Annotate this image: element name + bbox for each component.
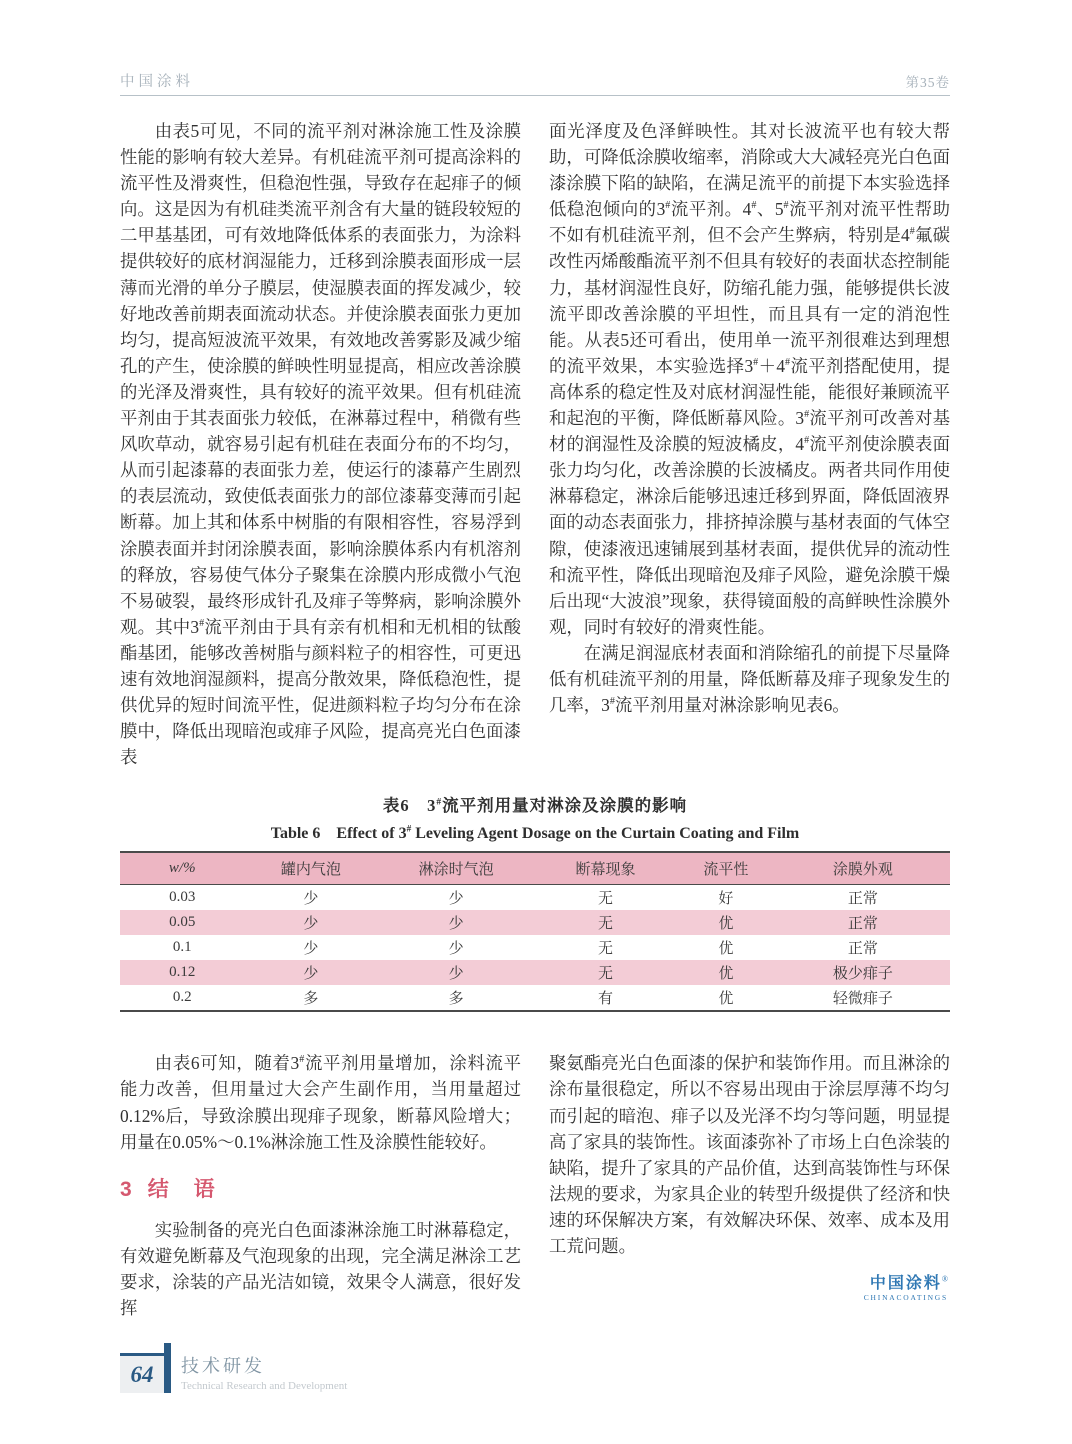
volume-label: 第35卷 [905,75,950,90]
table-cell: 正常 [847,916,878,933]
page-number: 64 [130,1361,154,1387]
table-cell: 优 [718,966,734,983]
footer-section-en: Technical Research and Development [181,1380,348,1392]
table-row [120,960,950,985]
table-cell: 少 [448,891,464,908]
table-cell: 0.2 [172,989,192,1006]
table-title-en: Table 6 Effect of 3# Leveling Agent Dosage on the Curtain Coating and Film [270,825,800,843]
table-cell: 优 [718,916,734,933]
table-header-cell: w/% [120,852,245,885]
right-column-bottom [549,1050,950,1321]
table-cell: 少 [448,941,464,958]
table-header [120,852,950,885]
right-column [549,118,950,770]
table-cell: 少 [303,966,319,983]
page-footer [120,1352,347,1393]
table-cell: 正常 [847,891,878,908]
paragraph: 聚氨酯亮光白色面漆的保护和装饰作用。而且淋涂的涂布量很稳定，所以不容易出现由于涂层厚薄不均匀而引起的暗泡、痱子以及光泽不均匀等问题，明显提高了家具的装饰性。该面漆弥补了市场上白色涂装的缺陷，提升了家具的产品价值，达到高装饰性与环保法规的要求，为家具企业的转型升级提供了经济和快速的环保解决方案，有效解决环保、效率、成本及用工荒问题。 [549,1053,950,1256]
table-cell: 好 [718,891,734,908]
paragraph: 在满足润湿底材表面和消除缩孔的前提下尽量降低有机硅流平剂的用量，降低断幕及痱子现象发生的几率，3#流平剂用量对淋涂影响见表6。 [549,642,950,716]
table-cell: 无 [598,966,614,983]
table-cell: 无 [598,941,614,958]
table-header-cell: 流平性 [676,852,776,885]
table-cell: 极少痱子 [832,966,893,983]
table-cell: 无 [598,891,614,908]
table-cell: 少 [303,941,319,958]
table-header-cell: 断幕现象 [535,852,676,885]
paragraph: 面光泽度及色泽鲜映性。其对长波流平也有较大帮助，可降低涂膜收缩率，消除或大大减轻亮光白色面漆涂膜下陷的缺陷，在满足流平的前提下本实验选择低稳泡倾向的3#流平剂。4#、5#流平剂对流平性帮助不如有机硅流平剂，但不会产生弊病，特别是4#氟碳改性丙烯酸酯流平剂不但具有较好的表面状态控制能力，基材润湿性良好，防缩孔能力强，能够提供长波流平即改善涂膜的平坦性，而且具有一定的消泡性能。从表5还可看出，使用单一流平剂很难达到理想的流平效果，本实验选择3#＋4#流平剂搭配使用，提高体系的稳定性及对底材润湿性能，能很好兼顾流平和起泡的平衡，降低断幕风险。3#流平剂可改善对基材的润湿性及涂膜的短波橘皮，4#流平剂使涂膜表面张力均匀化，改善涂膜的长波橘皮。两者共同作用使淋幕稳定，淋涂后能够迅速迁移到界面，降低固液界面的动态表面张力，排挤掉涂膜与基材表面的气体空隙，使漆液迅速铺展到基材表面，提供优异的流动性和流平性，降低出现暗泡及痱子风险，避免涂膜干燥后出现“大波浪”现象，获得镜面般的高鲜映性涂膜外观，同时有较好的滑爽性能。 [549,121,950,637]
logo-text-zh: 中国涂料 [869,1275,942,1293]
table-cell: 0.03 [169,889,196,906]
registered-mark-icon: ® [941,1274,948,1284]
footer-section [181,1352,347,1393]
section-heading [120,1173,521,1203]
table-cell: 少 [303,891,319,908]
left-column-bottom [120,1050,521,1321]
table-header-cell: 淋涂时气泡 [377,852,535,885]
section-title: 结 语 [147,1177,217,1201]
table-cell: 0.12 [169,964,196,981]
table-cell: 少 [303,916,319,933]
table-cell: 多 [448,991,464,1008]
left-column [120,118,521,770]
upper-columns [120,118,950,770]
table-cell: 优 [718,941,734,958]
running-head [120,70,950,96]
lower-columns [120,1050,950,1321]
journal-title: 中国涂料 [120,74,194,90]
table-cell: 0.05 [169,914,196,931]
section-number: 3 [120,1177,134,1201]
table6 [120,851,950,1012]
paragraph: 由表6可知，随着3#流平剂用量增加，涂料流平能力改善，但用量过大会产生副作用，当用量超过0.12%后，导致涂膜出现痱子现象，断幕风险增大；用量在0.05%～0.1%淋涂施工性及涂膜性能较好。 [120,1053,521,1152]
table-row [120,985,950,1011]
table-row [120,910,950,935]
table-row [120,935,950,960]
footer-bar-decoration [164,1343,171,1393]
logo-text-en: CHINACOATINGS [863,1292,948,1302]
page-number-box [120,1353,164,1393]
footer-section-zh: 技术研发 [181,1356,265,1376]
table-header-cell: 罐内气泡 [245,852,378,885]
table-cell: 少 [448,966,464,983]
table-cell: 优 [718,991,734,1008]
table-cell: 多 [303,991,319,1008]
page-content [120,118,950,1321]
paragraph: 由表5可见，不同的流平剂对淋涂施工性及涂膜性能的影响有较大差异。有机硅流平剂可提高涂料的流平性及滑爽性，但稳泡性强，导致存在起痱子的倾向。这是因为有机硅类流平剂含有大量的链段较短的二甲基基团，可有效地降低体系的表面张力，为涂料提供较好的底材润湿能力，迁移到涂膜表面形成一层薄而光滑的单分子膜层，使湿膜表面的挥发减少，较好地改善前期表面流动状态。并使涂膜表面张力更加均匀，提高短波流平效果，有效地改善雾影及减少缩孔的产生，使涂膜的鲜映性明显提高，相应改善涂膜的光泽及滑爽性，具有较好的流平效果。但有机硅流平剂由于其表面张力较低，在淋幕过程中，稍微有些风吹草动，就容易引起有机硅在表面分布的不均匀，从而引起漆幕的表面张力差，使运行的漆幕产生剧烈的表层流动，致使低表面张力的部位漆幕变薄而引起断幕。加上其和体系中树脂的有限相容性，容易浮到涂膜表面并封闭涂膜表面，影响涂膜体系内有机溶剂的释放，容易使气体分子聚集在涂膜内形成微小气泡不易破裂，最终形成针孔及痱子等弊病，影响涂膜外观。其中3#流平剂由于具有亲有机相和无机相的钛酸酯基团，能够改善树脂与颜料粒子的相容性，可更迅速有效地润湿颜料，提高分散效果，降低稳泡性，提供优异的短时间流平性，促进颜料粒子均匀分布在涂膜中，降低出现暗泡或痱子风险，提高亮光白色面漆表 [120,121,521,768]
table-cell: 正常 [847,941,878,958]
table-row [120,885,950,911]
table-cell: 有 [598,991,614,1008]
table-body [120,885,950,1012]
table-cell: 无 [598,916,614,933]
table-cell: 少 [448,916,464,933]
table-header-cell: 涂膜外观 [776,852,950,885]
table-cell: 0.1 [172,939,192,956]
table-cell: 轻微痱子 [832,991,893,1008]
table-title-zh: 表6 3#流平剂用量对淋涂及涂膜的影响 [382,796,688,816]
china-coatings-logo [549,1275,950,1302]
paragraph: 实验制备的亮光白色面漆淋涂施工时淋幕稳定，有效避免断幕及气泡现象的出现，完全满足淋涂工艺要求，涂装的产品光洁如镜，效果令人满意，很好发挥 [120,1219,521,1318]
table6-block [120,792,950,1012]
